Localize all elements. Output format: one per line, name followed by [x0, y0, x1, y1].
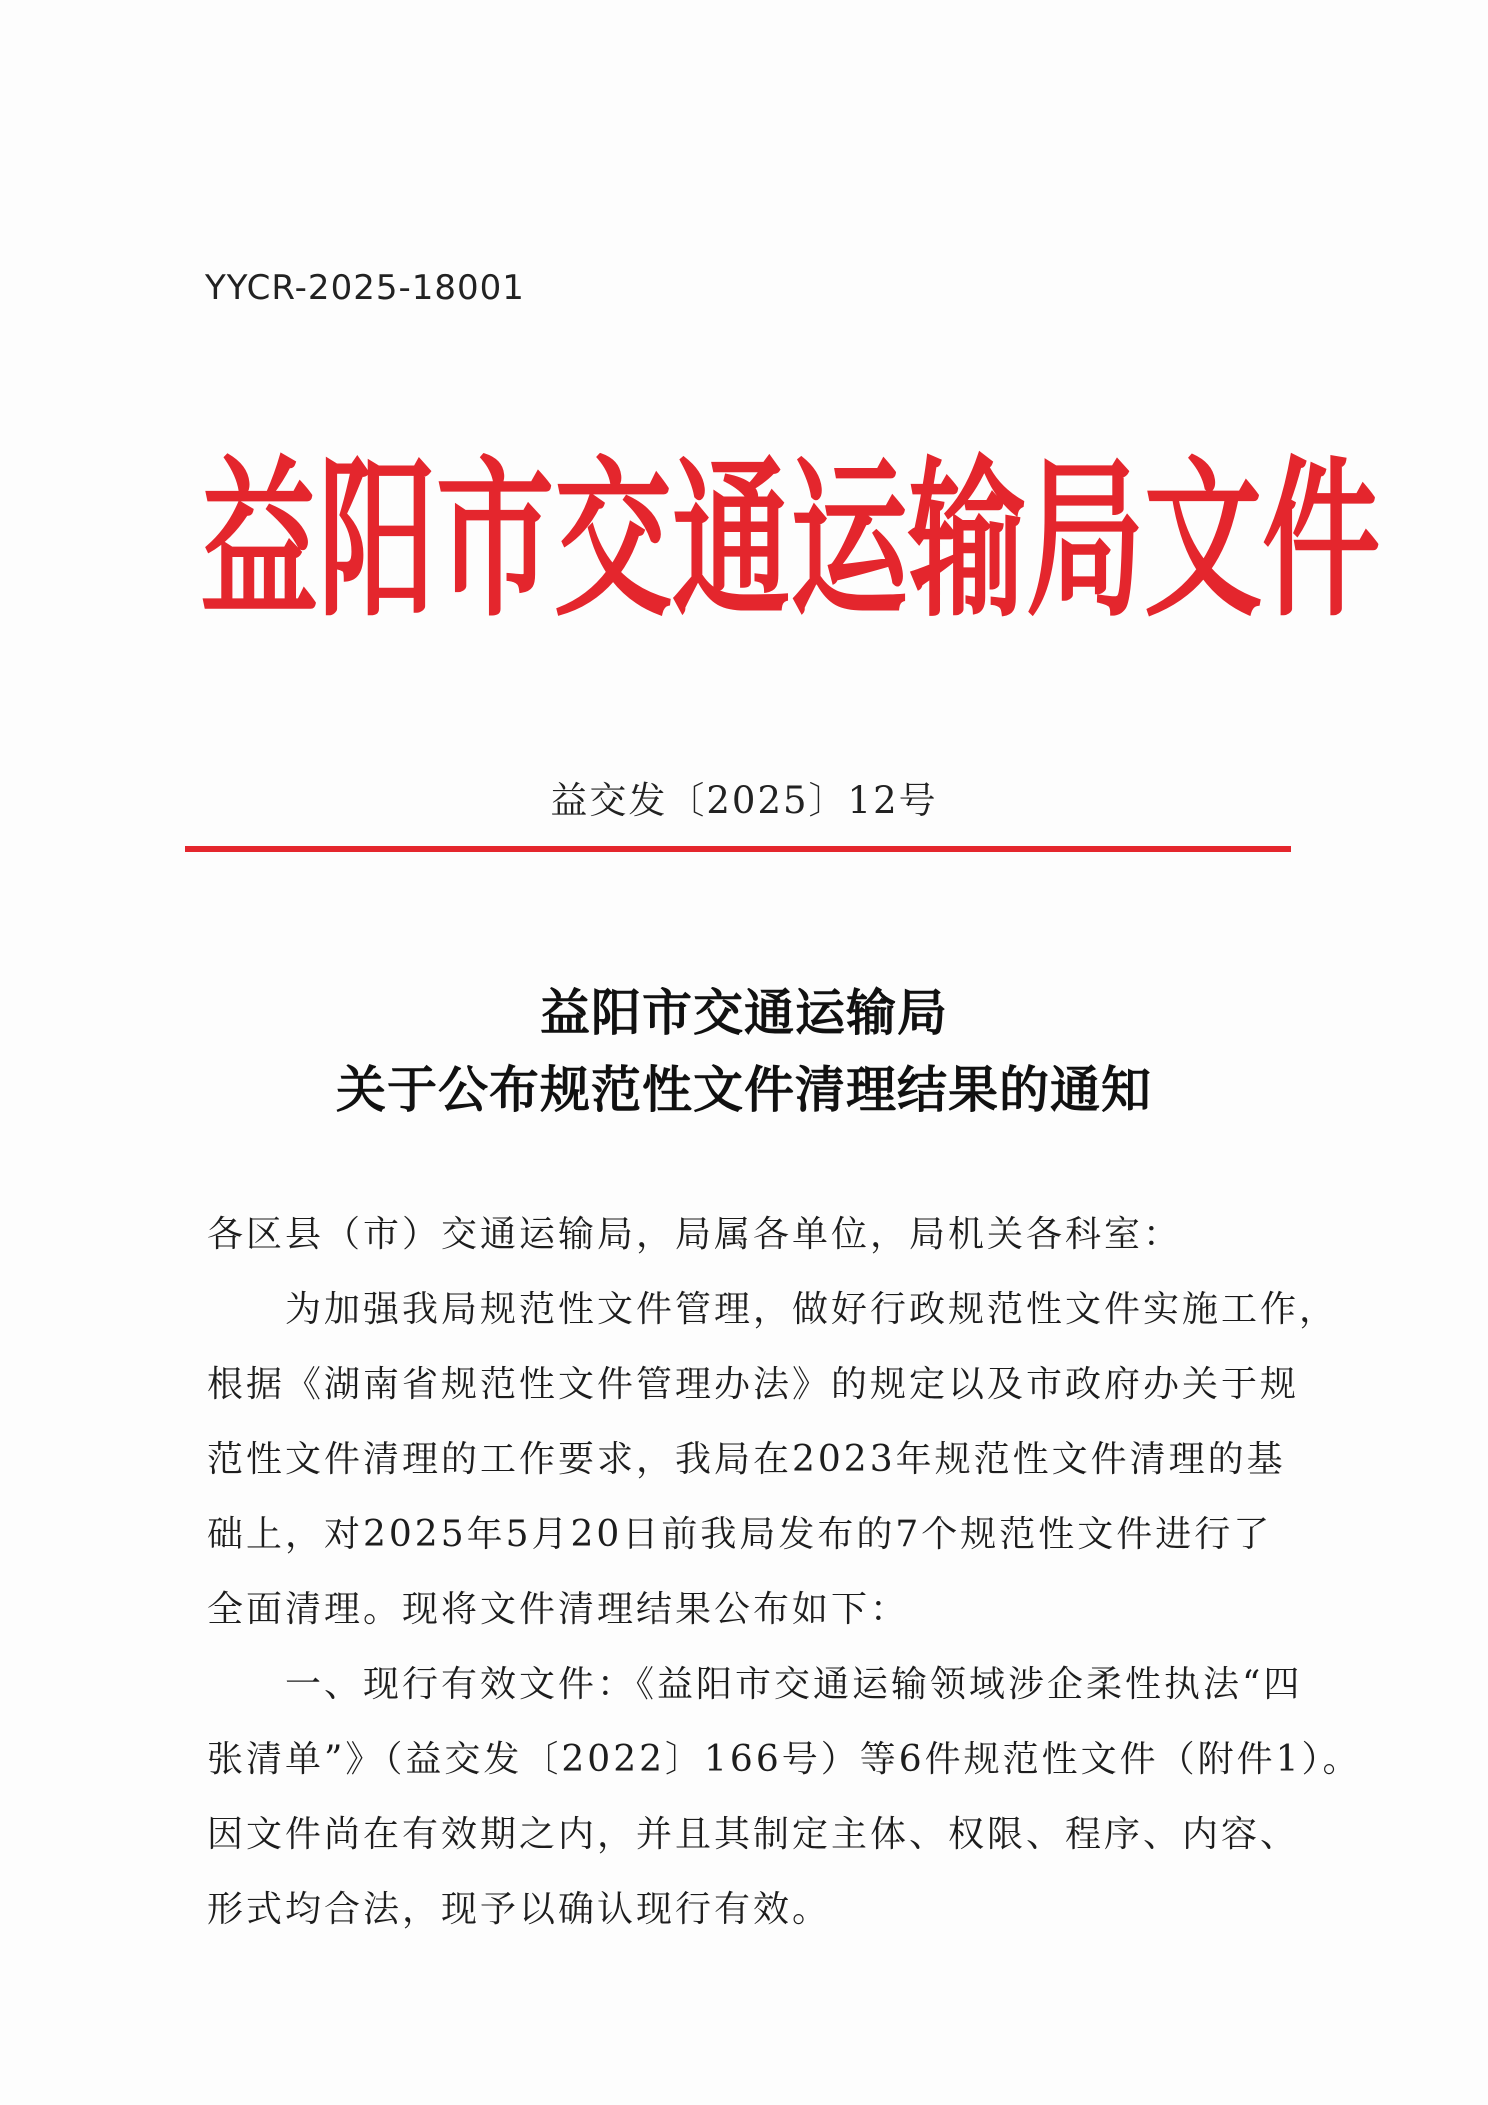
body-line: 础上，对2025年5月20日前我局发布的7个规范性文件进行了	[207, 1514, 1273, 1555]
masthead-char: 阳	[318, 439, 437, 641]
masthead-char: 局	[1026, 439, 1145, 641]
body-line: 全面清理。现将文件清理结果公布如下：	[207, 1589, 910, 1630]
body-line: 形式均合法，现予以确认现行有效。	[207, 1889, 832, 1930]
masthead-title	[200, 439, 1381, 641]
document-number: 益交发〔2025〕12号	[550, 779, 938, 822]
masthead-char: 件	[1262, 439, 1381, 641]
masthead-char: 输	[908, 439, 1027, 641]
document-code: YYCR-2025-18001	[205, 268, 525, 308]
masthead-char: 通	[672, 439, 791, 641]
body-line: 因文件尚在有效期之内，并且其制定主体、权限、程序、内容、	[207, 1814, 1300, 1855]
body-line: 一、现行有效文件：《益阳市交通运输领域涉企柔性执法“四	[207, 1664, 1303, 1705]
salutation: 各区县（市）交通运输局，局属各单位，局机关各科室：	[207, 1214, 1183, 1255]
masthead-char: 市	[436, 439, 555, 641]
body-line: 根据《湖南省规范性文件管理办法》的规定以及市政府办关于规	[207, 1364, 1300, 1405]
body-line: 为加强我局规范性文件管理，做好行政规范性文件实施工作，	[207, 1289, 1339, 1330]
masthead-char: 交	[554, 439, 673, 641]
notice-title-line-2: 关于公布规范性文件清理结果的通知	[336, 1060, 1152, 1119]
red-divider-line	[185, 846, 1291, 852]
masthead-char: 益	[200, 439, 319, 641]
body-line: 张清单”》（益交发〔2022〕166号）等6件规范性文件（附件1）。	[207, 1739, 1362, 1780]
masthead-char: 运	[790, 439, 909, 641]
notice-title-line-1: 益阳市交通运输局	[540, 983, 948, 1042]
body-line: 范性文件清理的工作要求，我局在2023年规范性文件清理的基	[207, 1439, 1286, 1480]
masthead-char: 文	[1144, 439, 1263, 641]
